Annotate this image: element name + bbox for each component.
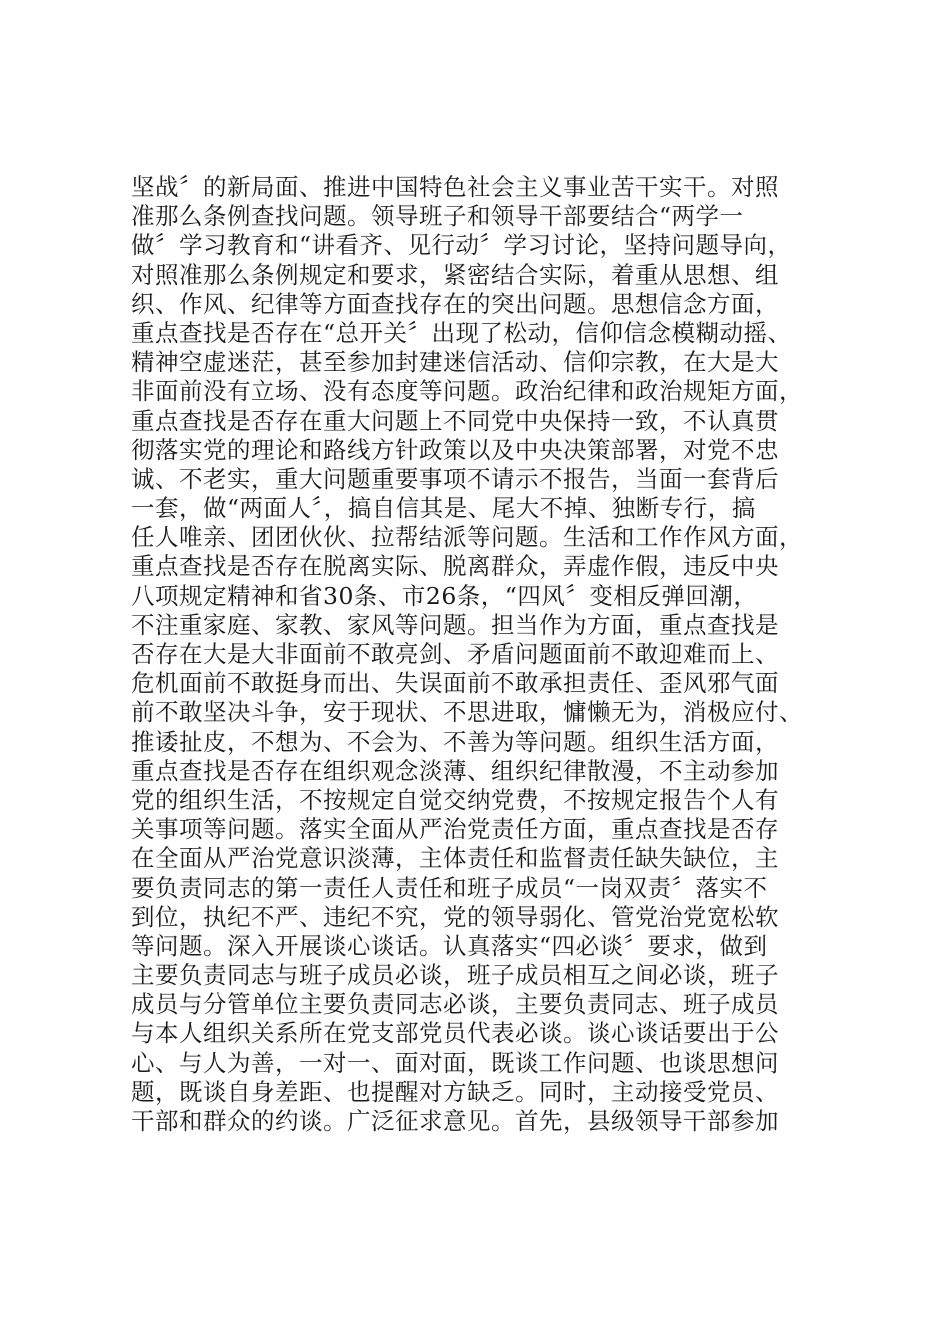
text-line: 不注重家庭、家教、家风等问题。担当作为方面，重点查找是 xyxy=(131,610,779,639)
body-text xyxy=(131,173,831,1136)
text-line: 等问题。深入开展谈心谈话。认真落实“四必谈〞要求，做到 xyxy=(131,931,768,960)
text-line: 主要负责同志与班子成员必谈，班子成员相互之间必谈，班子 xyxy=(131,961,779,990)
text-line: 党的组织生活，不按规定自觉交纳党费，不按规定报告个人有 xyxy=(131,785,779,814)
text-line: 诚、不老实，重大问题重要事项不请示不报告，当面一套背后 xyxy=(131,464,779,493)
text-line: 干部和群众的约谈。广泛征求意见。首先，县级领导干部参加 xyxy=(131,1107,779,1135)
text-line: 八项规定精神和省30条、市26条，“四风〞变相反弹回潮， xyxy=(131,581,758,610)
text-line: 成员与分管单位主要负责同志必谈，主要负责同志、班子成员 xyxy=(131,990,779,1019)
text-line: 重点查找是否存在“总开关〞出现了松动，信仰信念模糊动摇、 xyxy=(131,318,792,347)
text-line: 做〞学习教育和“讲看齐、见行动〞学习讨论，坚持问题导向， xyxy=(131,231,792,260)
text-line: 准那么条例查找问题。领导班子和领导干部要结合“两学一 xyxy=(131,202,744,231)
text-line: 重点查找是否存在脱离实际、脱离群众，弄虚作假，违反中央 xyxy=(131,552,779,581)
text-line: 精神空虚迷茫，甚至参加封建迷信活动、信仰宗教，在大是大 xyxy=(131,348,779,377)
text-line: 关事项等问题。落实全面从严治党责任方面，重点查找是否存 xyxy=(131,815,779,844)
text-line: 重点查找是否存在组织观念淡薄、组织纪律散漫，不主动参加 xyxy=(131,756,779,785)
text-line: 心、与人为善，一对一、面对面，既谈工作问题、也谈思想问 xyxy=(131,1048,779,1077)
text-line: 前不敢坚决斗争，安于现状、不思进取，慵懒无为，消极应付、 xyxy=(131,698,803,727)
text-line: 推诿扯皮，不想为、不会为、不善为等问题。组织生活方面， xyxy=(131,727,779,756)
text-line: 到位，执纪不严、违纪不究，党的领导弱化、管党治党宽松软 xyxy=(131,902,779,931)
text-line: 重点查找是否存在重大问题上不同党中央保持一致，不认真贯 xyxy=(131,406,779,435)
text-line: 与本人组织关系所在党支部党员代表必谈。谈心谈话要出于公 xyxy=(131,1019,779,1048)
text-line: 一套，做“两面人〞，搞自信其是、尾大不掉、独断专行，搞 xyxy=(131,494,756,523)
text-line: 坚战〞的新局面、推进中国特色社会主义事业苦干实干。对照 xyxy=(131,173,779,201)
text-line: 彻落实党的理论和路线方针政策以及中央决策部署，对党不忠 xyxy=(131,435,779,464)
text-line: 对照准那么条例规定和要求，紧密结合实际，着重从思想、组 xyxy=(131,260,779,289)
text-line: 要负责同志的第一责任人责任和班子成员“一岗双责〞落实不 xyxy=(131,873,768,902)
text-line: 危机面前不敢挺身而出、失误面前不敢承担责任、歪风邪气面 xyxy=(131,669,779,698)
text-line: 题，既谈自身差距、也提醒对方缺乏。同时，主动接受党员、 xyxy=(131,1077,779,1106)
text-line: 非面前没有立场、没有态度等问题。政治纪律和政治规矩方面， xyxy=(131,377,803,406)
text-line: 在全面从严治党意识淡薄，主体责任和监督责任缺失缺位，主 xyxy=(131,844,779,873)
text-line: 任人唯亲、团团伙伙、拉帮结派等问题。生活和工作作风方面， xyxy=(131,523,803,552)
text-line: 否存在大是大非面前不敢亮剑、矛盾问题面前不敢迎难而上、 xyxy=(131,640,779,668)
text-line: 织、作风、纪律等方面查找存在的突出问题。思想信念方面， xyxy=(131,289,779,318)
